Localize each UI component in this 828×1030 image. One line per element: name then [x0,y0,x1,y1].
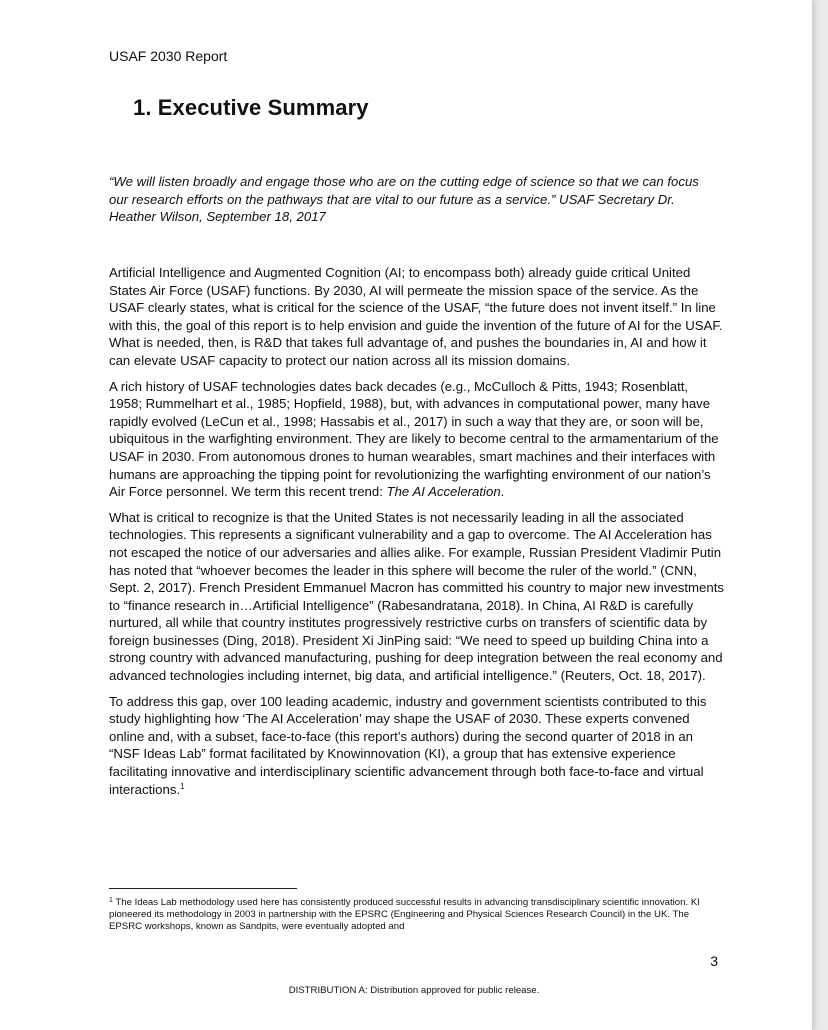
page-number: 3 [710,953,718,969]
running-header: USAF 2030 Report [109,48,228,64]
paragraph-1: Artificial Intelligence and Augmented Cognition (AI; to encompass both) already guide critical United States Air Force (USAF) functions. By 2030, AI will permeate the mission space of the service. As the USAF clearly states, what is critical for the science of the USAF, “the future does not invent itself.” In line with this, the goal of this report is to help envision and guide the invention of the future of AI for the USAF. What is needed, then, is R&D that takes full advantage of, and pushes the boundaries in, AI and how it can elevate USAF capacity to protect our nation across all its mission domains. [109,265,723,368]
distribution-statement: DISTRIBUTION A: Distribution approved for public release. [288,985,540,996]
footnote [109,897,721,934]
paragraph-3: What is critical to recognize is that the United States is not necessarily leading in all the associated technologies. This represents a significant vulnerability and a gap to overcome. The AI Acceleration has not escaped the notice of our adversaries and allies alike. For example, Russian President Vladimir Putin has noted that “whoever becomes the leader in this sphere will become the ruler of the world.” (CNN, Sept. 2, 2017). French President Emmanuel Macron has committed his country to major new investments to “finance research in…Artificial Intelligence” (Rabesandratana, 2018). In China, AI R&D is carefully nurtured, all while that country institutes progressively restrictive curbs on transfers of scientific data by foreign businesses (Ding, 2018). President Xi JinPing said: “We need to speed up building China into a strong country with advanced manufacturing, pushing for deep integration between the real economy and advanced technologies including internet, big data, and artificial intelligence.” (Reuters, Oct. 18, 2017). [109,509,724,684]
footnote-text: The Ideas Lab methodology used here has consistently produced successful results in advancing transdisciplinary scientific innovation. KI pioneered its methodology in 2003 in partnership with the EPSRC (Engineering and Physical Sciences Research Council) in the UK. The EPSRC workshops, known as Sandpits, were eventually adopted and [109,897,700,933]
paragraph-2-end: . [500,484,505,500]
paragraph-4-text: To address this gap, over 100 leading academic, industry and government scientists contributed to this study highlighting how ‘The AI Acceleration’ may shape the USAF of 2030. These experts convened online and, with a subset, face-to-face (this report’s authors) during the second quarter of 2018 in an “NSF Ideas Lab” format facilitated by Knowinnovation (KI), a group that has extensive experience facilitating innovative and interdisciplinary scientific advancement through both face-to-face and virtual interactions. [109,693,707,797]
section-title: 1. Executive Summary [133,95,369,120]
paragraph-2 [109,378,724,501]
paragraph-2-text: A rich history of USAF technologies dates back decades (e.g., McCulloch & Pitts, 1943; Rosenblatt, 1958; Rummelhart et al., 1985; Hopfield, 1988), but, with advances in computational power, many have rapidly evolved (LeCun et al., 1998; Hassabis et al., 2017) in such a way that they are, or soon will be, ubiquitous in the warfighting environment. They are likely to become central to the armamentarium of the USAF in 2030. From autonomous drones to human wearables, smart machines and their interfaces with humans are approaching the tipping point for revolutionizing the warfighting environment of our nation’s Air Force personnel. We term this recent trend: [109,378,719,500]
epigraph-quote: “We will listen broadly and engage those who are on the cutting edge of science so that we can focus our research efforts on the pathways that are vital to our future as a service.” USAF Secretary Dr. Heather Wilson, September 18, 2017 [109,174,699,225]
footnote-marker: 1 [109,897,113,904]
paragraph-4 [109,693,724,799]
body-text [109,264,724,798]
footnote-separator [109,888,297,889]
footnote-reference[interactable]: 1 [180,781,185,791]
ai-acceleration-term: The AI Acceleration [386,484,501,500]
